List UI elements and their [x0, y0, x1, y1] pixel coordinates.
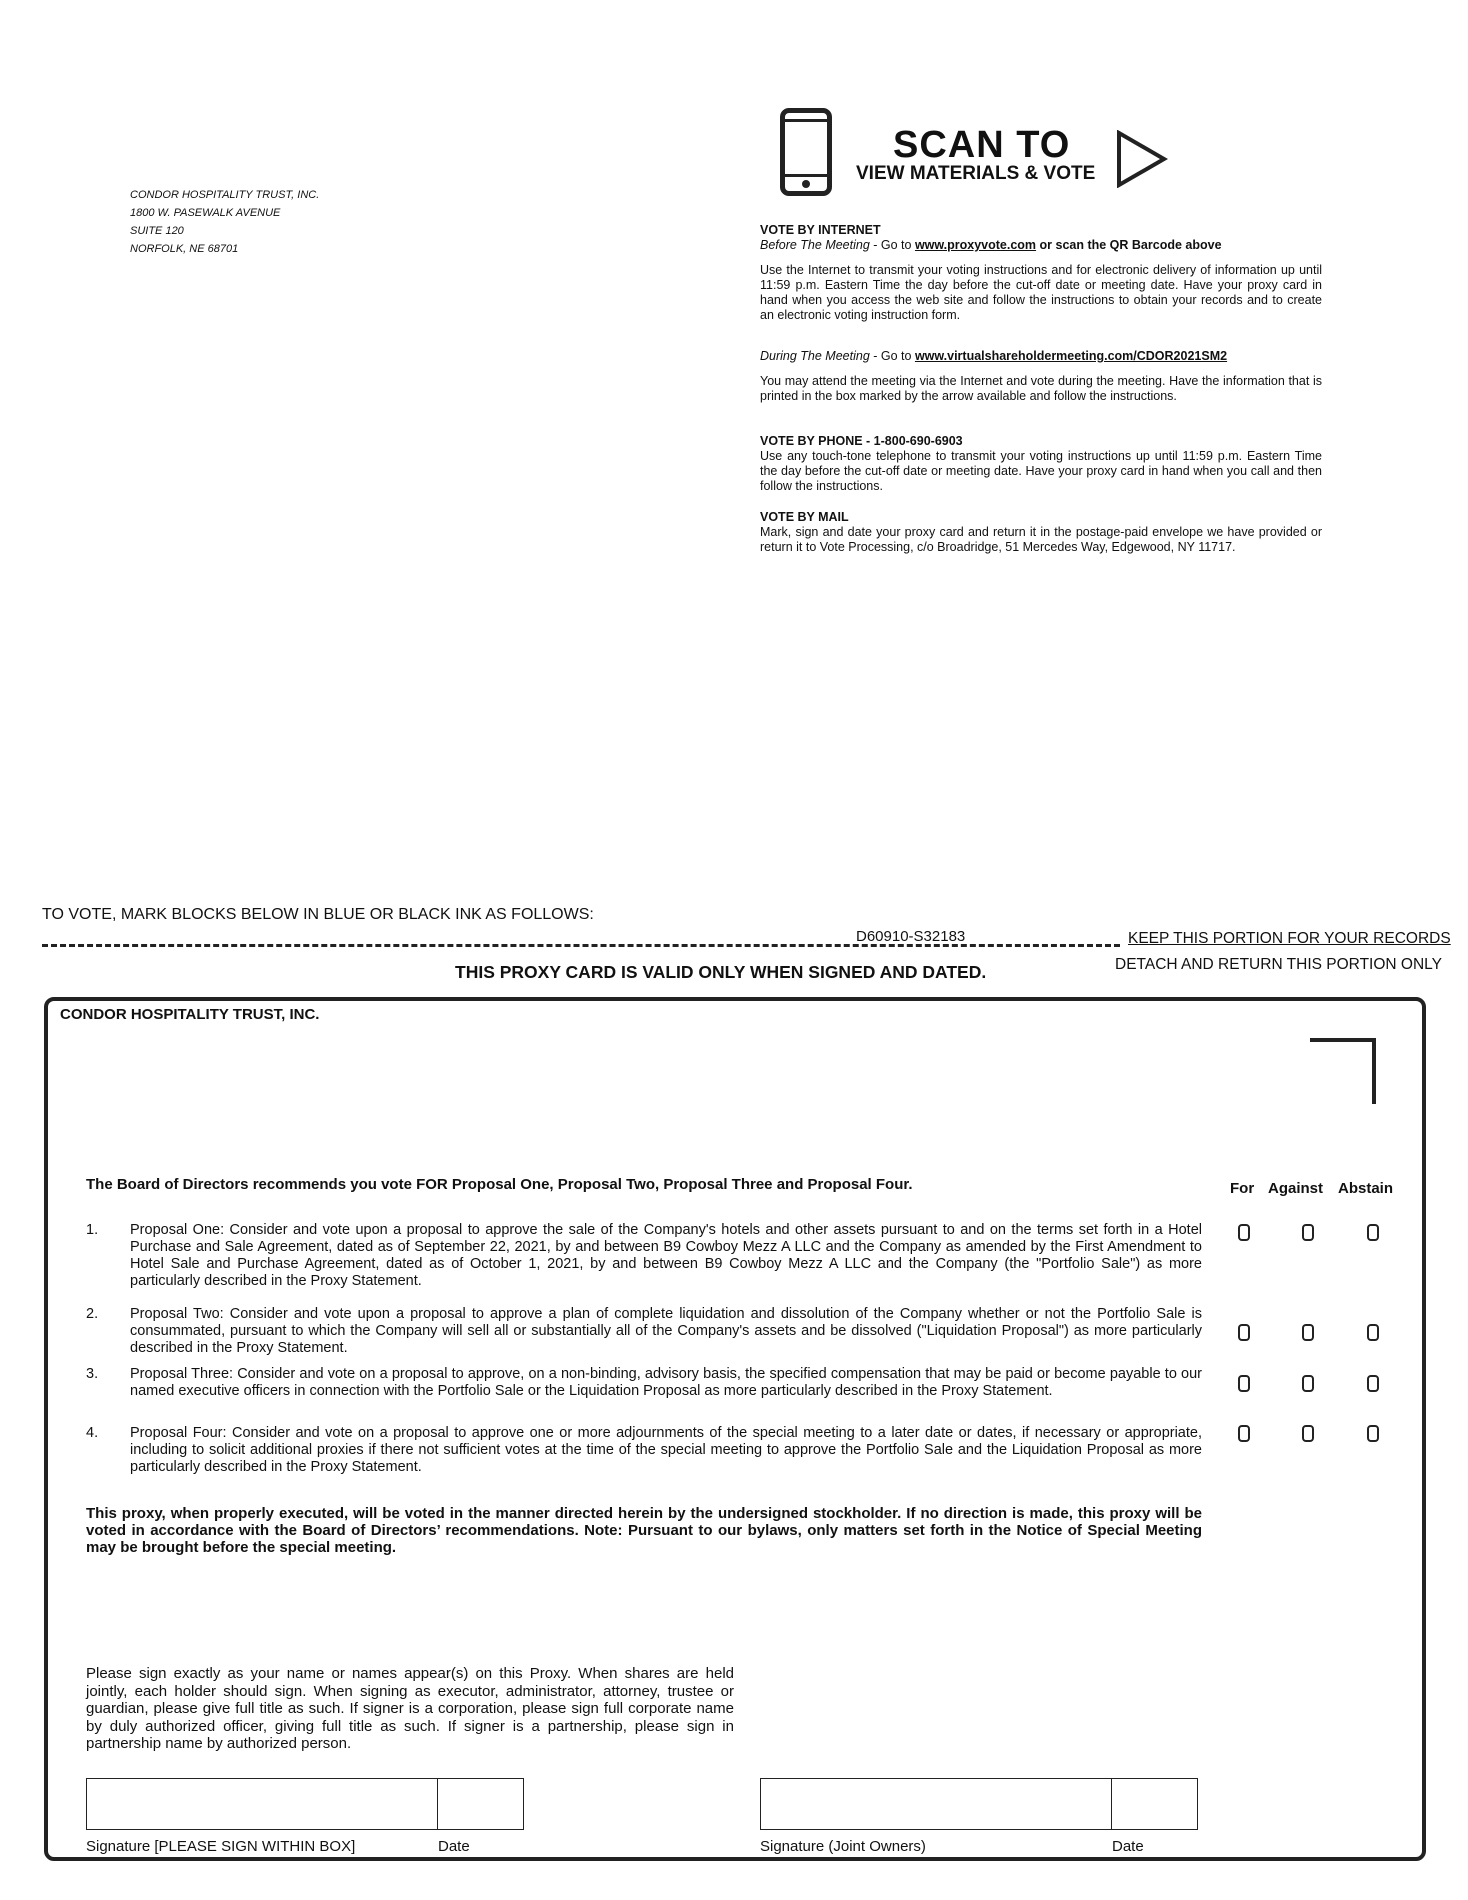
address-line: CONDOR HOSPITALITY TRUST, INC. [130, 189, 320, 201]
marking-instructions: TO VOTE, MARK BLOCKS BELOW IN BLUE OR BLACK INK AS FOLLOWS: [42, 906, 594, 923]
proposal-number: 1. [86, 1222, 99, 1238]
signing-instructions: Please sign exactly as your name or names appear(s) on this Proxy. When shares are held jointly, each holder should sign. When signing as executor, administrator, attorney, trustee or guardian, please give full title as such. If signer is a corporation, please sign full corporate name by duly authorized officer, giving full title as such. If signer is a partnership, please sign in partnership name by authorized person. [86, 1665, 734, 1752]
proposal-item [86, 1425, 1202, 1476]
proposal-text: Proposal One: Consider and vote upon a proposal to approve the sale of the Company's hotels and other assets pursuant to and on the terms set forth in a Hotel Purchase and Sale Agreement, dated as of September 22, 2021, by and between B9 Cowboy Mezz A LLC and the Company as amended by the First Amendment to Hotel Sale and Purchase Agreement, dated as of October 1, 2021, by and between B9 Cowboy Mezz A LLC and the Company (the "Portfolio Sale") as more particularly described in the Proxy Statement. [130, 1222, 1202, 1289]
before-goto: - Go to [869, 238, 915, 252]
proposal-4-abstain-checkbox[interactable] [1367, 1425, 1379, 1442]
during-meeting-label: During The Meeting [760, 349, 870, 363]
valid-notice: THIS PROXY CARD IS VALID ONLY WHEN SIGNED AND DATED. [455, 962, 987, 982]
signature-label: Signature [PLEASE SIGN WITHIN BOX] [86, 1838, 356, 1855]
proposal-text: Proposal Four: Consider and vote on a proposal to approve one or more adjournments of the special meeting to a later date or dates, if necessary or appropriate, including to solicit additional proxies if there not sufficient votes at the time of the special meeting to approve the Portfolio Sale and the Liquidation Proposal as more particularly described in the Proxy Statement. [130, 1425, 1202, 1475]
vote-by-phone [760, 434, 1322, 494]
joint-date-label: Date [1112, 1838, 1144, 1855]
proxy-note: This proxy, when properly executed, will be voted in the manner directed herein by the undersigned stockholder. If no direction is made, this proxy will be voted in accordance with the Board of Directors’ recommendations. Note: Pursuant to our bylaws, only matters set forth in the Notice of Special Meeting may be brought before the special meeting. [86, 1505, 1202, 1556]
during-goto: - Go to [869, 349, 915, 363]
proposal-4-against-checkbox[interactable] [1302, 1425, 1314, 1442]
column-abstain: Abstain [1338, 1180, 1394, 1197]
column-against: Against [1268, 1180, 1324, 1197]
proposal-2-for-checkbox[interactable] [1238, 1324, 1250, 1341]
vote-phone-body: Use any touch-tone telephone to transmit your voting instructions up until 11:59 p.m. Eastern Time the day before the cut-off date or meeting date. Have your proxy card in hand when you call and then follow the instructions. [760, 449, 1322, 493]
proposal-number: 2. [86, 1306, 99, 1322]
return-address [130, 186, 319, 258]
address-line: 1800 W. PASEWALK AVENUE [130, 207, 281, 219]
proposal-2-abstain-checkbox[interactable] [1367, 1324, 1379, 1341]
date-label: Date [438, 1838, 470, 1855]
phone-icon [780, 108, 832, 196]
vote-by-internet [760, 223, 1322, 404]
proposal-4-for-checkbox[interactable] [1238, 1425, 1250, 1442]
vote-internet-heading: VOTE BY INTERNET [760, 223, 881, 237]
vote-mail-body: Mark, sign and date your proxy card and return it in the postage-paid envelope we have provided or return it to Vote Processing, c/o Broadridge, 51 Mercedes Way, Edgewood, NY 11717. [760, 525, 1322, 554]
keep-portion-label: KEEP THIS PORTION FOR YOUR RECORDS [1128, 930, 1451, 947]
before-meeting-label: Before The Meeting [760, 238, 870, 252]
date-box[interactable] [438, 1778, 524, 1830]
joint-date-box[interactable] [1112, 1778, 1198, 1830]
board-recommendation: The Board of Directors recommends you vote FOR Proposal One, Proposal Two, Proposal Three and Proposal Four. [86, 1176, 913, 1193]
vote-mail-heading: VOTE BY MAIL [760, 510, 849, 524]
proxyvote-link[interactable]: www.proxyvote.com [914, 238, 1037, 252]
proposal-number: 3. [86, 1366, 99, 1382]
virtual-meeting-link[interactable]: www.virtualshareholdermeeting.com/CDOR2021SM2 [914, 349, 1228, 363]
proposal-text: Proposal Two: Consider and vote upon a proposal to approve a plan of complete liquidation and dissolution of the Company whether or not the Portfolio Sale is consummated, pursuant to which the Company will sell all or substantially all of the Company's assets and be dissolved ("Liquidation Proposal") as more particularly described in the Proxy Statement. [130, 1306, 1202, 1356]
detach-line [42, 944, 1120, 947]
signature-box[interactable] [86, 1778, 438, 1830]
proposal-1-against-checkbox[interactable] [1302, 1224, 1314, 1241]
address-line: SUITE 120 [130, 225, 184, 237]
proposal-1-for-checkbox[interactable] [1238, 1224, 1250, 1241]
card-company-name: CONDOR HOSPITALITY TRUST, INC. [60, 1006, 320, 1023]
proposal-item [86, 1306, 1202, 1357]
vote-by-mail [760, 510, 1322, 555]
scan-title: SCAN TO [893, 124, 1071, 166]
play-arrow-icon [1116, 130, 1168, 188]
during-meeting-body: You may attend the meeting via the Internet and vote during the meeting. Have the information that is printed in the box marked by the arrow available and follow the instructions. [760, 374, 1322, 403]
corner-mark [1310, 1038, 1376, 1104]
proposal-text: Proposal Three: Consider and vote on a proposal to approve, on a non-binding, advisory basis, the specified compensation that may be paid or become payable to our named executive officers in connection with the Portfolio Sale or the Liquidation Proposal as more particularly described in the Proxy Statement. [130, 1366, 1202, 1399]
proposal-3-for-checkbox[interactable] [1238, 1375, 1250, 1392]
control-code: D60910-S32183 [856, 928, 966, 945]
proposal-2-against-checkbox[interactable] [1302, 1324, 1314, 1341]
proposal-3-against-checkbox[interactable] [1302, 1375, 1314, 1392]
vote-internet-body: Use the Internet to transmit your voting instructions and for electronic delivery of information up until 11:59 p.m. Eastern Time the day before the cut-off date or meeting date. Have your proxy card in hand when you access the web site and follow the instructions to obtain your records and to create an electronic voting instruction form. [760, 263, 1322, 322]
proposal-item [86, 1366, 1202, 1400]
proposal-number: 4. [86, 1425, 99, 1441]
address-line: NORFOLK, NE 68701 [130, 243, 239, 255]
vote-phone-heading: VOTE BY PHONE - 1-800-690-6903 [760, 434, 963, 448]
joint-signature-label: Signature (Joint Owners) [760, 1838, 926, 1855]
proposal-3-abstain-checkbox[interactable] [1367, 1375, 1379, 1392]
scan-subtitle: VIEW MATERIALS & VOTE [856, 163, 1096, 184]
joint-signature-box[interactable] [760, 1778, 1112, 1830]
before-suffix: or scan the QR Barcode above [1036, 238, 1222, 252]
proposal-item [86, 1222, 1202, 1290]
detach-portion-label: DETACH AND RETURN THIS PORTION ONLY [1115, 956, 1442, 973]
column-for: For [1230, 1180, 1255, 1197]
proposal-1-abstain-checkbox[interactable] [1367, 1224, 1379, 1241]
